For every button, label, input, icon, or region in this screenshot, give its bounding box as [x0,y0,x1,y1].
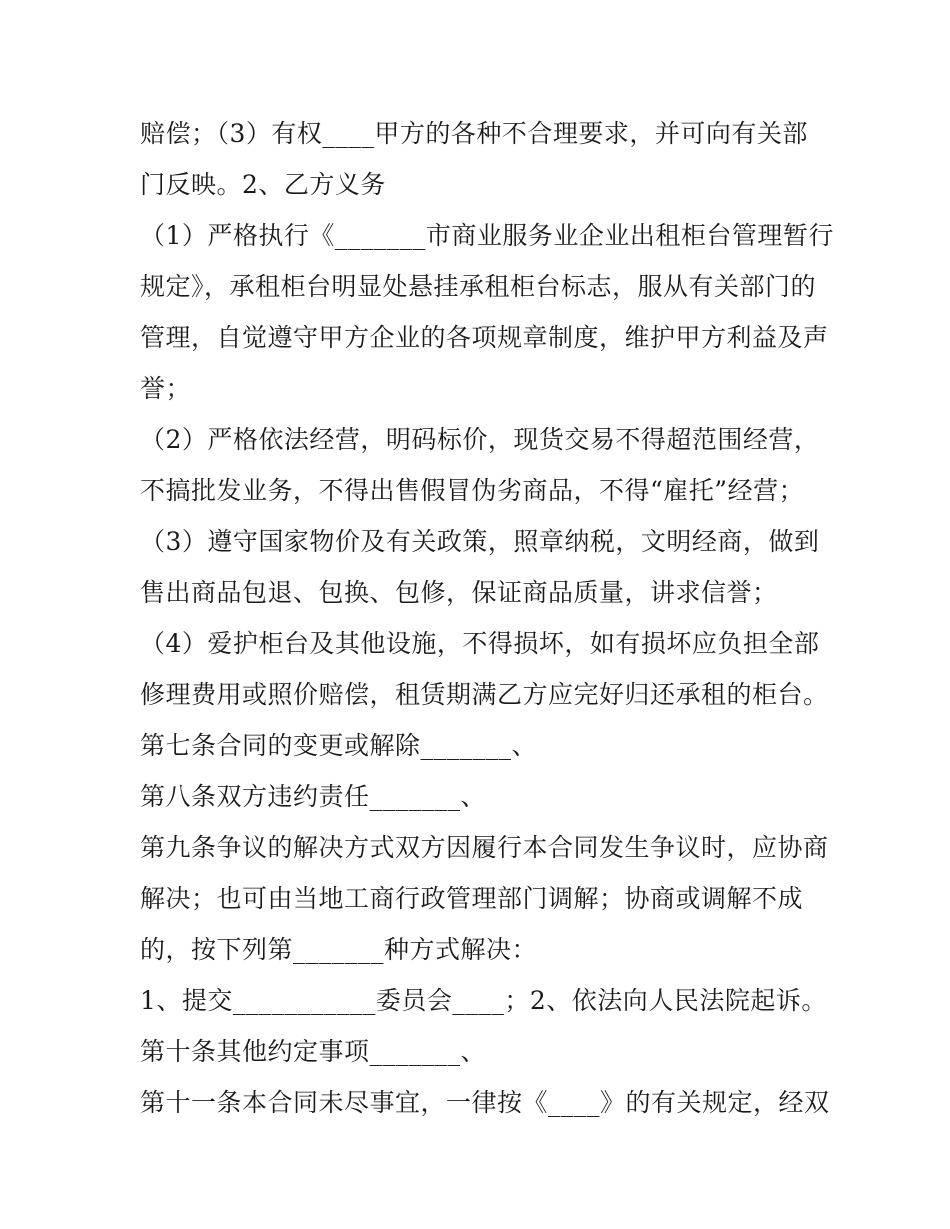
text-line: 的，按下列第_______种方式解决： [140,935,538,964]
text-line: 门反映。2、乙方义务 [140,170,386,199]
document-body [140,108,834,1128]
text-line: （1）严格执行《_______市商业服务业企业出租柜台管理暂行 [140,221,834,250]
text-line: 第七条合同的变更或解除_______、 [140,731,538,760]
text-line: 赔偿；（3）有权____甲方的各种不合理要求，并可向有关部 [140,119,808,148]
text-line: 不搞批发业务，不得出售假冒伪劣商品，不得“雇托”经营； [140,476,805,505]
text-line: 1、提交___________委员会____；2、依法向人民法院起诉。 [140,986,827,1015]
text-line: 修理费用或照价赔偿，租赁期满乙方应完好归还承租的柜台。 [140,680,829,709]
text-line: 第十一条本合同未尽事宜，一律按《____》的有关规定，经双 [140,1088,830,1117]
text-line: 誉； [140,374,192,403]
text-line: （3）遵守国家物价及有关政策，照章纳税，文明经商，做到 [140,527,820,556]
text-line: 规定》，承租柜台明显处悬挂承租柜台标志，服从有关部门的 [140,272,817,301]
text-line: （2）严格依法经营，明码标价，现货交易不得超范围经营， [140,425,820,454]
text-line: 第十条其他约定事项_______、 [140,1037,487,1066]
text-line: 售出商品包退、包换、包修，保证商品质量，讲求信誉； [140,578,778,607]
text-line: 第九条争议的解决方式双方因履行本合同发生争议时，应协商 [140,833,829,862]
text-line: 解决；也可由当地工商行政管理部门调解；协商或调解不成 [140,884,804,913]
text-line: 第八条双方违约责任_______、 [140,782,487,811]
text-line: 管理，自觉遵守甲方企业的各项规章制度，维护甲方利益及声 [140,323,829,352]
text-line: （4）爱护柜台及其他设施，不得损坏，如有损坏应负担全部 [140,629,820,658]
